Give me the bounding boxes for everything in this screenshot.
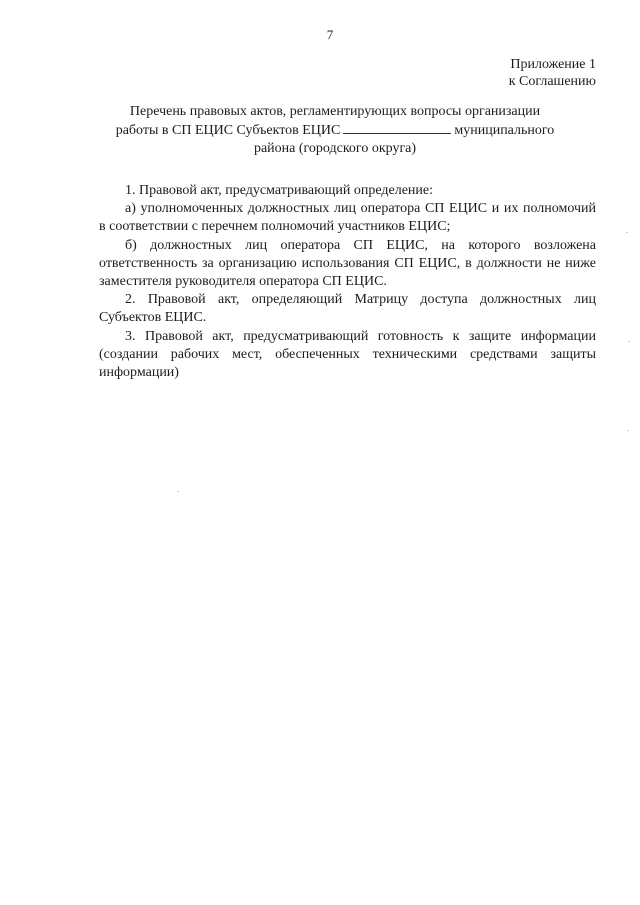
list-item-3: 3. Правовой акт, предусматривающий готовность к защите информации (создании рабочих мест, обеспеченных техническими средствами защиты информации)	[99, 328, 596, 381]
list-item-1: 1. Правовой акт, предусматривающий определение:	[125, 183, 434, 198]
list-item-1a: а) уполномоченных должностных лиц оператора СП ЕЦИС и их полномочий в соответствии с перечнем полномочий участников ЕЦИС;	[99, 201, 596, 235]
document-body	[99, 182, 596, 382]
list-item-2: 2. Правовой акт, определяющий Матрицу доступа должностных лиц Субъектов ЕЦИС.	[99, 292, 596, 326]
title-line-2	[92, 122, 578, 141]
scan-speck	[628, 341, 630, 342]
document-title	[92, 103, 578, 159]
scan-speck	[627, 430, 629, 431]
appendix-line-1: Приложение 1	[510, 57, 596, 72]
title-line-2-end: муниципального	[454, 122, 555, 138]
title-line-2-start: работы в СП ЕЦИС Субъектов ЕЦИС	[115, 122, 341, 138]
list-item-1b: б) должностных лиц оператора СП ЕЦИС, на которого возложена ответственность за организацию использования СП ЕЦИС, в должности не ниже заместителя руководителя оператора СП ЕЦИС.	[99, 237, 596, 290]
appendix-heading	[509, 56, 596, 90]
scan-speck	[177, 491, 179, 492]
page-number: 7	[326, 27, 334, 42]
appendix-line-2: к Соглашению	[508, 74, 596, 89]
blank-fill-line	[343, 122, 451, 134]
title-line-1: Перечень правовых актов, регламентирующих вопросы организации	[129, 104, 541, 119]
title-line-3: района (городского округа)	[253, 141, 417, 156]
scan-speck	[626, 232, 628, 233]
